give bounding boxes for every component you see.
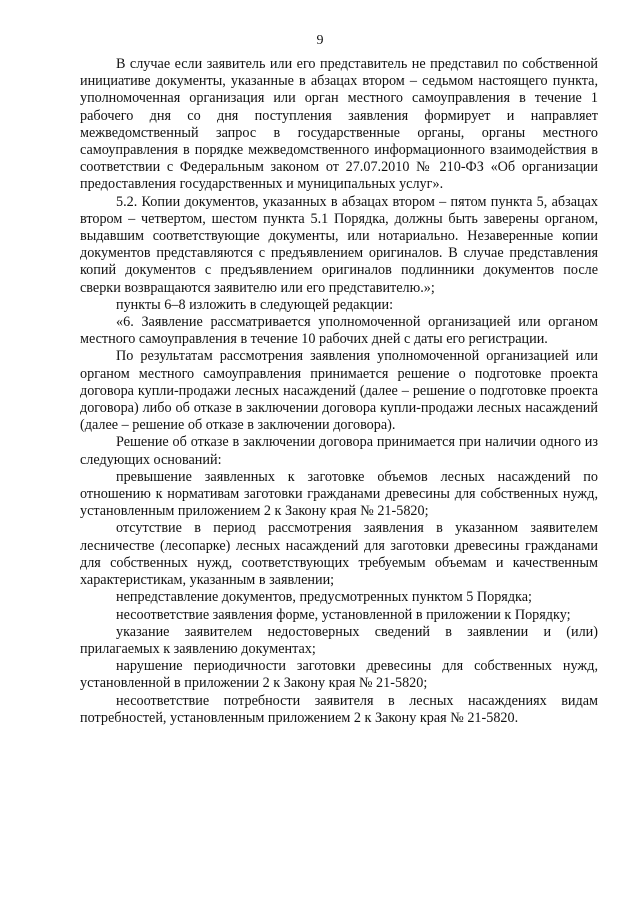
list-item-periodicity-violation: нарушение периодичности заготовки древесины для собственных нужд, установленной в приложении 2 к Закону края № 21-5820;: [80, 658, 598, 692]
paragraph-5-2-copies: 5.2. Копии документов, указанных в абзацах втором – пятом пункта 5, абзацах втором – четвертом, шестом пункта 5.1 Порядка, должны быть заверены органом, выдавшим соответствующие документы, или нотариально. Незаверенные копии документов представляются с предъявлением оригиналов. В случае представления копий документов с предъявлением оригиналов подлинники документов после сверки возвращаются заявителю или его представителю.»;: [80, 193, 598, 296]
list-item-volume-excess: превышение заявленных к заготовке объемов лесных насаждений по отношению к нормативам заготовки гражданами древесины для собственных нужд, установленным приложением 2 к Закону края № 21-5820;: [80, 468, 598, 520]
paragraph-6-review-term: «6. Заявление рассматривается уполномоченной организацией или органом местного самоуправления в течение 10 рабочих дней с даты его регистрации.: [80, 314, 598, 348]
list-item-missing-documents: непредставление документов, предусмотренных пунктом 5 Порядка;: [116, 589, 532, 606]
document-body: [80, 56, 598, 727]
list-item-needs-mismatch: несоответствие потребности заявителя в лесных насаждениях видам потребностей, установленным приложением 2 к Закону края № 21-5820.: [80, 692, 598, 726]
paragraph-amendment-points-6-8: пункты 6–8 изложить в следующей редакции:: [116, 296, 394, 313]
paragraph-interdepartmental-request: В случае если заявитель или его представитель не представил по собственной инициативе документы, указанные в абзацах втором – седьмом настоящего пункта, уполномоченная организация или орган местного самоуправления в течение 1 рабочего дня со дня поступления заявления формирует и направляет межведомственный запрос в государственные органы, органы местного самоуправления в порядке межведомственного информационного взаимодействия в соответствии с Федеральным законом от 27.07.2010 № 210-ФЗ «Об организации предоставления государственных и муниципальных услуг».: [80, 56, 598, 193]
list-item-no-plantations: отсутствие в период рассмотрения заявления в указанном заявителем лесничестве (лесопарке) лесных насаждений для заготовки древесины гражданами для собственных нужд, соответствующих требуемым объемам и качественным характеристикам, указанным в заявлении;: [80, 520, 598, 589]
paragraph-refusal-grounds-intro: Решение об отказе в заключении договора принимается при наличии одного из следующих оснований:: [80, 434, 598, 468]
paragraph-review-results: По результатам рассмотрения заявления уполномоченной организацией или органом местного самоуправления принимается решение о подготовке проекта договора купли-продажи лесных насаждений (далее – решение о подготовке проекта договора) либо об отказе в заключении договора купли-продажи лесных насаждений (далее – решение об отказе в заключении договора).: [80, 348, 598, 434]
list-item-false-information: указание заявителем недостоверных сведений в заявлении и (или) прилагаемых к заявлению документах;: [80, 623, 598, 657]
list-item-form-mismatch: несоответствие заявления форме, установленной в приложении к Порядку;: [116, 606, 571, 623]
page-number: 9: [316, 33, 324, 48]
